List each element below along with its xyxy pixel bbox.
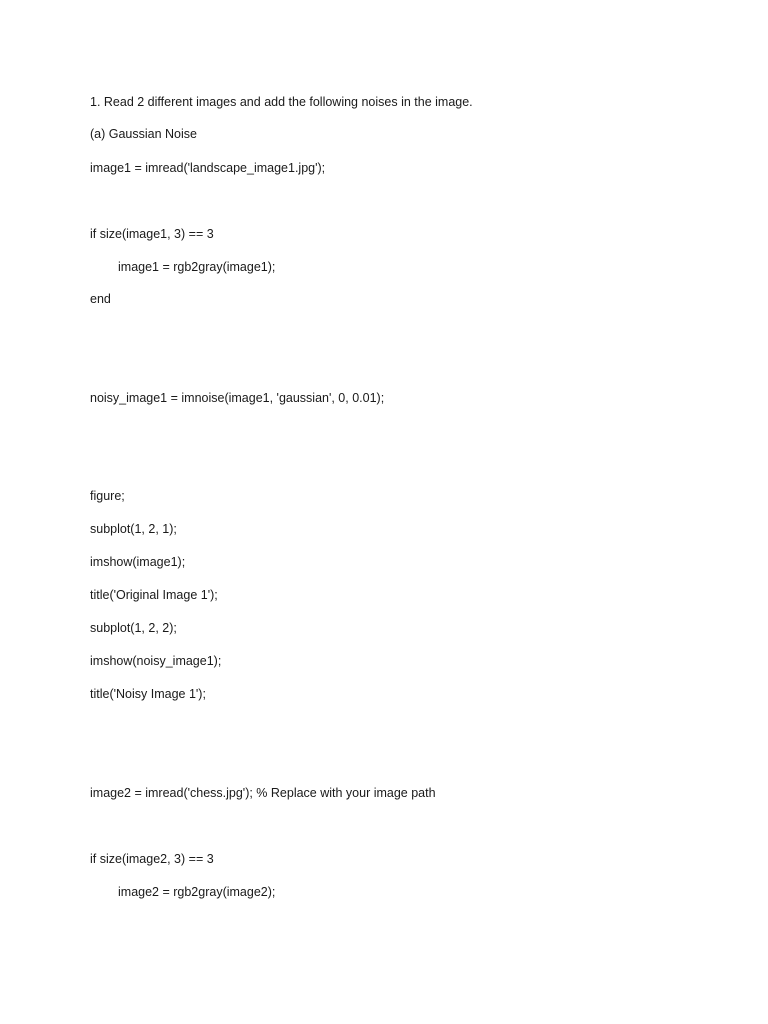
code-line: subplot(1, 2, 2); (90, 621, 177, 635)
section-heading-gaussian: (a) Gaussian Noise (90, 127, 197, 141)
code-line: image1 = rgb2gray(image1); (118, 260, 276, 274)
code-line: subplot(1, 2, 1); (90, 522, 177, 536)
code-line: noisy_image1 = imnoise(image1, 'gaussian', 0, 0.01); (90, 391, 385, 405)
code-line: imshow(image1); (90, 555, 186, 569)
task-heading: 1. Read 2 different images and add the following noises in the image. (90, 95, 473, 109)
code-line: end (90, 292, 111, 306)
code-line: image2 = imread('chess.jpg'); % Replace with your image path (90, 786, 436, 800)
code-line: if size(image2, 3) == 3 (90, 852, 214, 866)
code-line: image1 = imread('landscape_image1.jpg'); (90, 161, 326, 175)
code-line: figure; (90, 489, 125, 503)
code-line: image2 = rgb2gray(image2); (118, 885, 276, 899)
code-line: title('Noisy Image 1'); (90, 687, 206, 701)
code-line: imshow(noisy_image1); (90, 654, 222, 668)
code-line: title('Original Image 1'); (90, 588, 218, 602)
code-line: if size(image1, 3) == 3 (90, 227, 214, 241)
